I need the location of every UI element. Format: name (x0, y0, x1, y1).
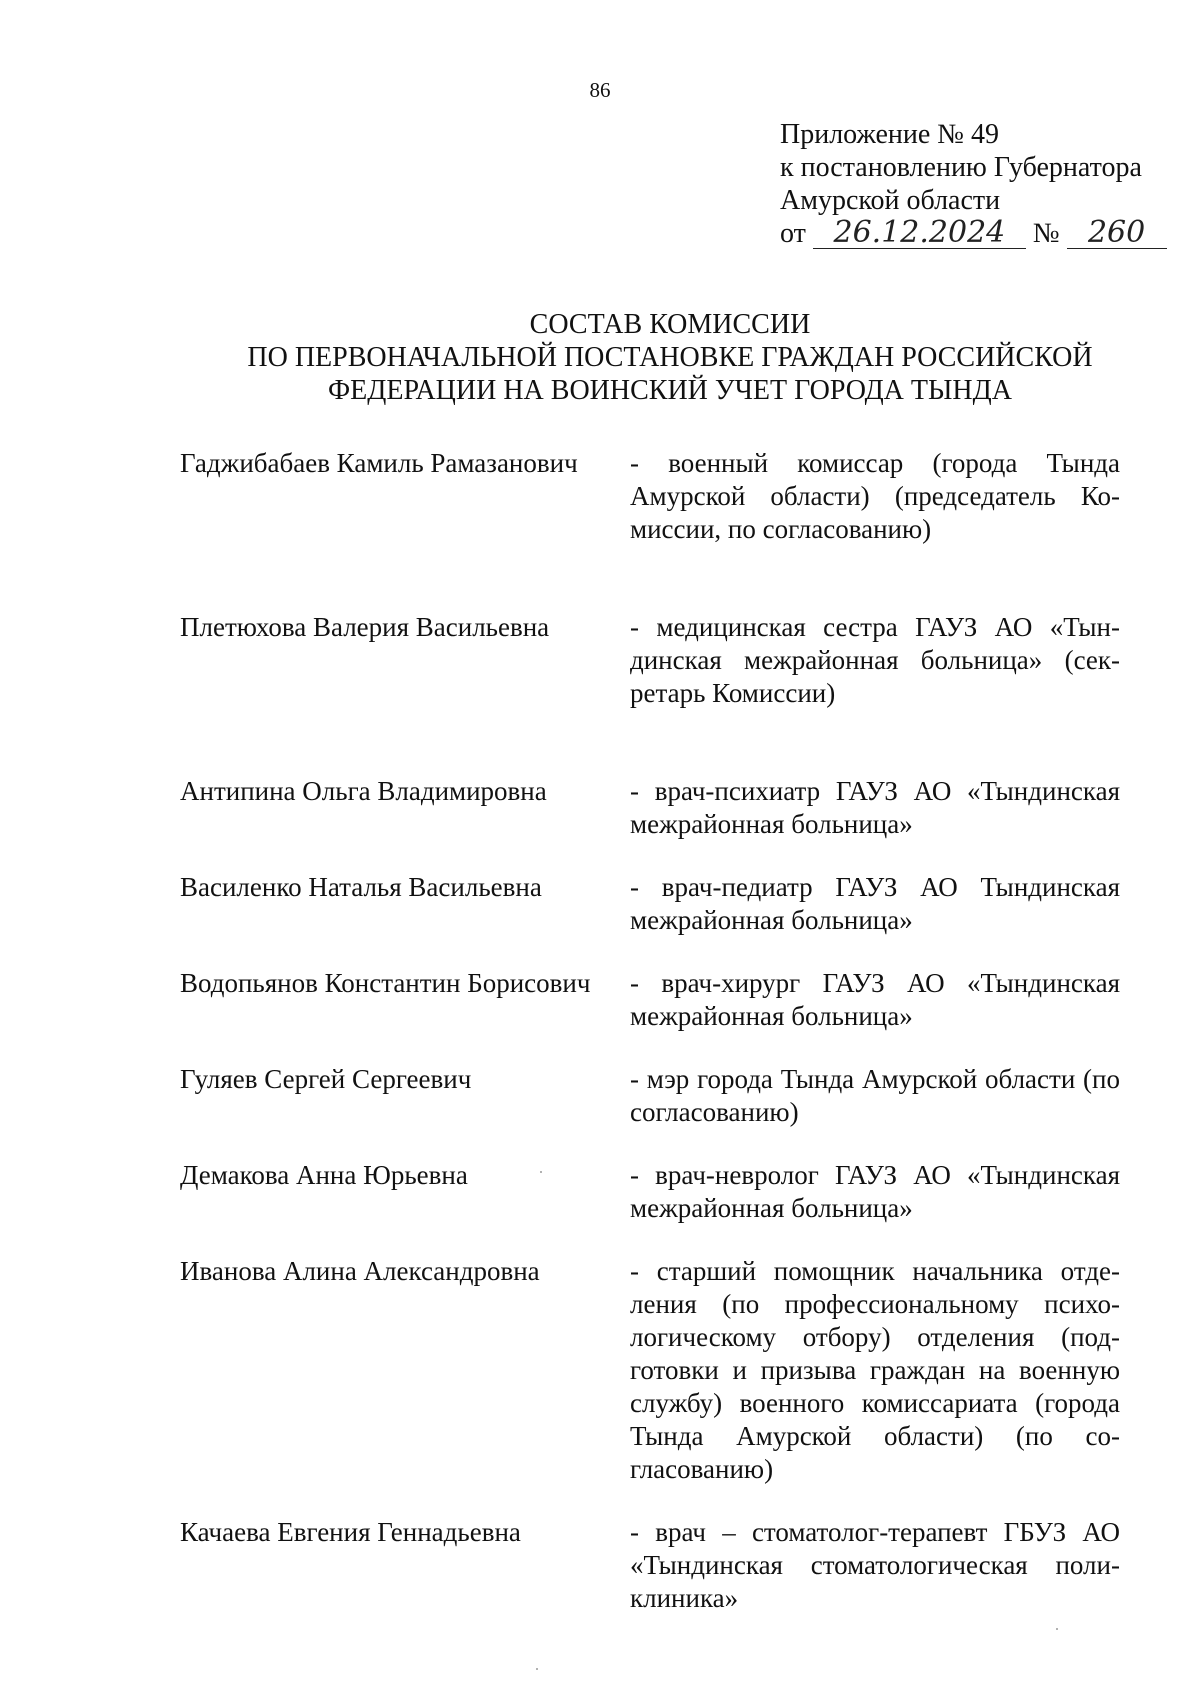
appendix-region: Амурской области (780, 185, 1001, 216)
member-role: - мэр города Тында Амурской области (по согласованию) (630, 1064, 1120, 1127)
member-name: Качаева Евгения Геннадьевна (180, 1517, 521, 1547)
member-name: Василенко Наталья Васильевна (180, 872, 542, 902)
member-row (180, 447, 1120, 546)
commission-members-list (180, 447, 1120, 1615)
member-role: - старший помощник начальника отделения (по профессиональному психологическому отбору) отделения (подготовки и призыва граждан на военную службу) военного комиссариата (города Тында Амурской области) (по согласованию) (630, 1256, 1120, 1484)
handwritten-number: 260 (1067, 218, 1167, 249)
member-name: Демакова Анна Юрьевна (180, 1160, 468, 1190)
member-row (180, 1255, 1120, 1486)
appendix-block (780, 118, 1167, 250)
date-prefix: от (780, 218, 806, 249)
appendix-title: Приложение № 49 (780, 119, 999, 150)
title-line-2: ПО ПЕРВОНАЧАЛЬНОЙ ПОСТАНОВКЕ ГРАЖДАН РОССИЙСКОЙ (247, 342, 1093, 373)
member-name: Гаджибабаев Камиль Рамазанович (180, 448, 578, 478)
member-row (180, 611, 1120, 710)
number-label: № (1032, 218, 1060, 249)
appendix-reference: к постановлению Губернатора (780, 152, 1142, 183)
member-name: Антипина Ольга Владимировна (180, 776, 547, 806)
member-role: - врач-хирург ГАУЗ АО «Тындинская межрайонная больница» (630, 968, 1120, 1031)
member-role: - врач-психиатр ГАУЗ АО «Тындинская межрайонная больница» (630, 776, 1120, 839)
member-row (180, 1159, 1120, 1225)
scan-speck (536, 1668, 538, 1670)
document-title (0, 308, 1200, 407)
scan-speck (1056, 1628, 1058, 1630)
appendix-date-number-line (780, 217, 1167, 250)
page-number: 86 (589, 78, 611, 102)
member-name: Гуляев Сергей Сергеевич (180, 1064, 472, 1094)
member-name: Иванова Алина Александровна (180, 1256, 540, 1286)
member-role: - военный комиссар (города Тында Амурской области) (председатель Комиссии, по согласованию) (630, 448, 1120, 544)
member-role: - врач – стоматолог-терапевт ГБУЗ АО «Тындинская стоматологическая поликлиника» (630, 1517, 1120, 1613)
member-row (180, 1516, 1120, 1615)
title-line-1: СОСТАВ КОМИССИИ (529, 309, 811, 340)
member-role: - врач-педиатр ГАУЗ АО Тындинская межрайонная больница» (630, 872, 1120, 935)
member-row (180, 1063, 1120, 1129)
member-name: Плетюхова Валерия Васильевна (180, 612, 550, 642)
member-row (180, 967, 1120, 1033)
member-row (180, 871, 1120, 937)
handwritten-date: 26.12.2024 (813, 218, 1026, 249)
title-line-3: ФЕДЕРАЦИИ НА ВОИНСКИЙ УЧЕТ ГОРОДА ТЫНДА (328, 375, 1012, 406)
member-row (180, 775, 1120, 841)
member-name: Водопьянов Константин Борисович (180, 968, 591, 998)
member-role: - врач-невролог ГАУЗ АО «Тындинская межрайонная больница» (630, 1160, 1120, 1223)
member-role: - медицинская сестра ГАУЗ АО «Тындинская межрайонная больница» (секретарь Комиссии) (630, 612, 1120, 708)
scan-speck (540, 1171, 542, 1173)
